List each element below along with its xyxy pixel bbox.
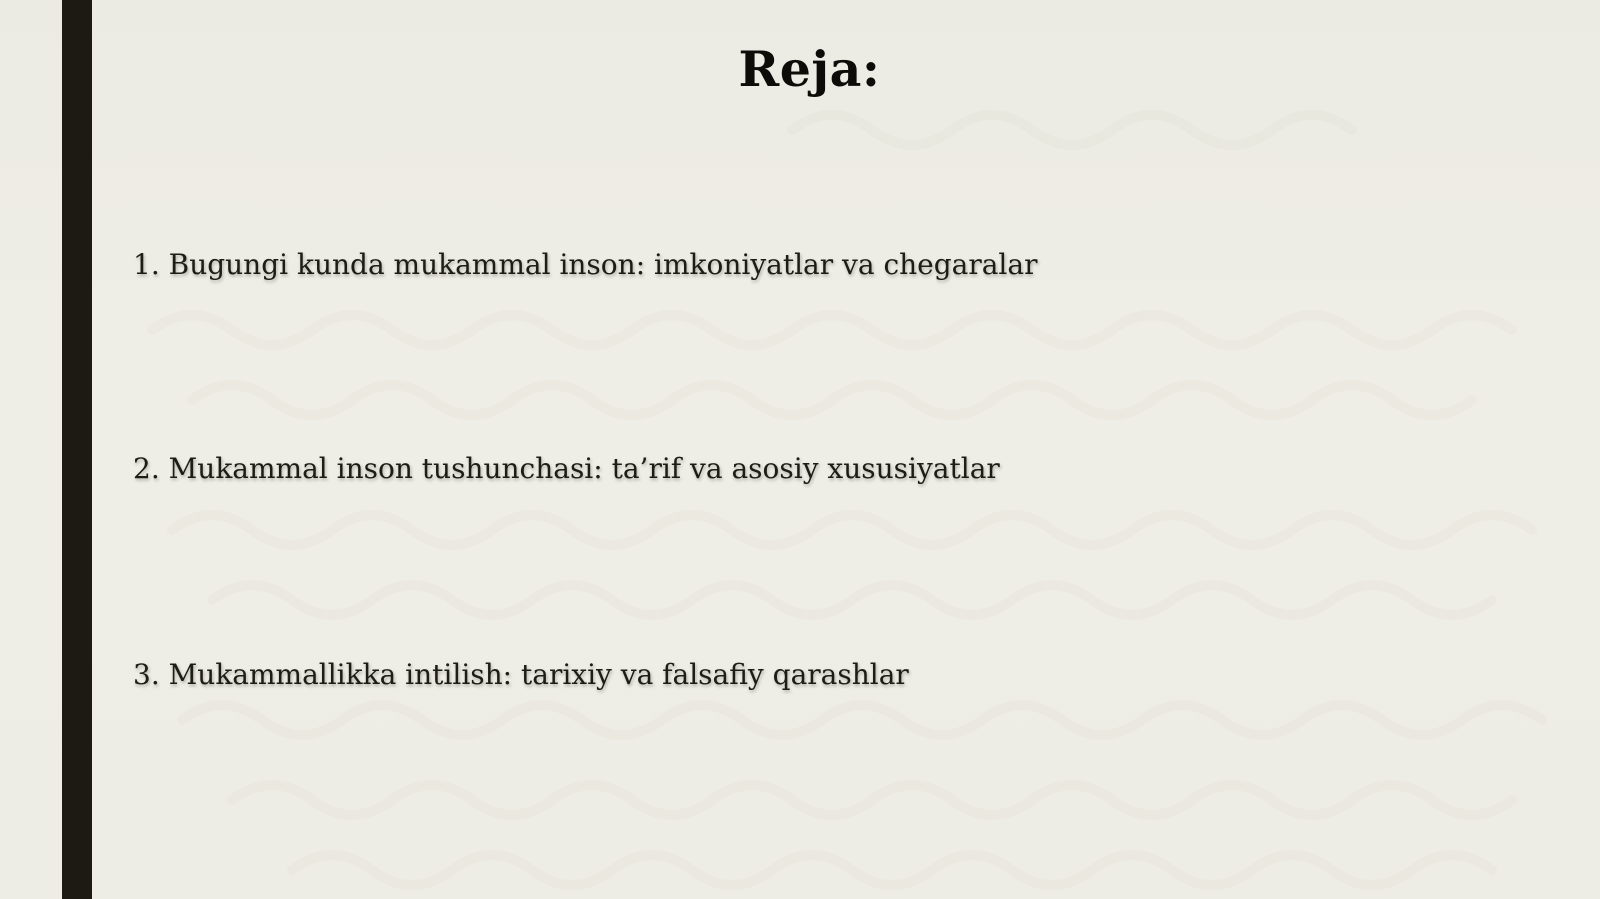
plan-item-2: 2. Mukammal inson tushunchasi: ta’rif va asosiy xususiyatlar <box>133 452 1000 485</box>
slide-title: Reja: <box>738 40 881 98</box>
plan-item-3: 3. Mukammallikka intilish: tarixiy va falsafiy qarashlar <box>133 658 909 691</box>
plan-item-1: 1. Bugungi kunda mukammal inson: imkoniyatlar va chegaralar <box>133 248 1038 281</box>
accent-bar <box>62 0 92 899</box>
